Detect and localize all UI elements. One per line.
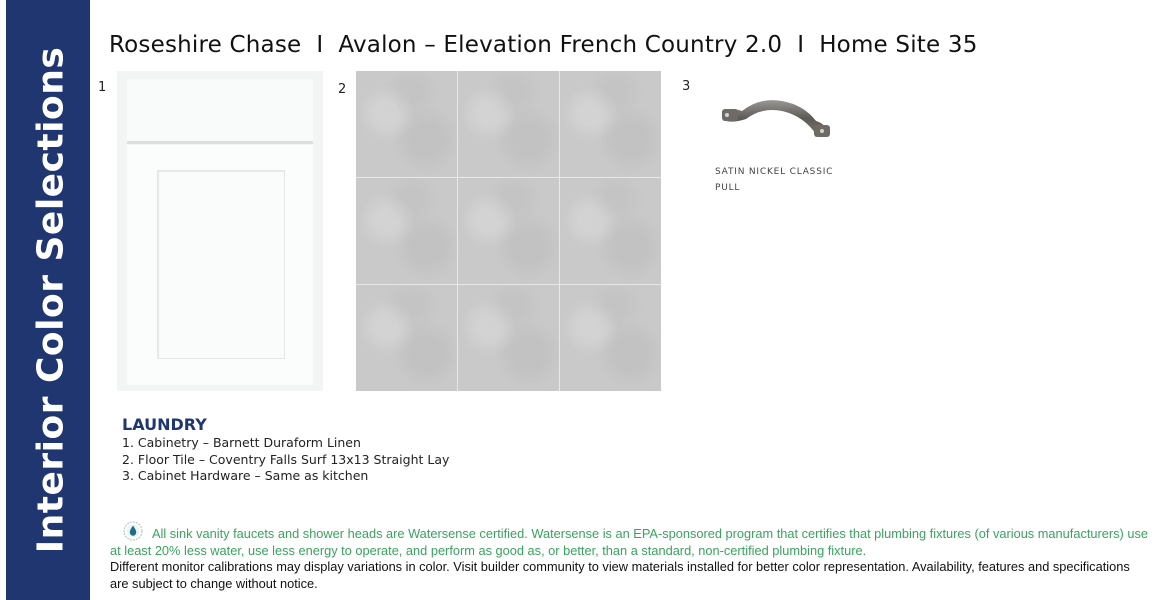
tile-cell: [356, 178, 457, 284]
tile-cell: [458, 285, 559, 391]
door-panel: [157, 170, 285, 359]
list-item: 3. Cabinet Hardware – Same as kitchen: [122, 468, 369, 483]
page-title: [109, 32, 978, 58]
tile-cell: [458, 71, 559, 177]
swatch-number-3: 3: [682, 79, 691, 94]
laundry-list: [122, 435, 449, 485]
tile-cell: [356, 71, 457, 177]
pull-caption: SATIN NICKEL CLASSIC PULL: [715, 167, 834, 193]
tile-cell: [560, 285, 661, 391]
list-item: 2. Floor Tile – Coventry Falls Surf 13x13 Straight Lay: [122, 451, 450, 467]
sidebar: [6, 0, 90, 600]
title-separator: I: [316, 32, 324, 58]
cabinet-door-swatch: [117, 71, 323, 391]
disclaimer: Different monitor calibrations may display variations in color. Visit builder community to view materials installed for better color representation. Availability, features and specifications are subject to change without notice.: [110, 559, 1130, 591]
sidebar-title: Interior Color Selections: [30, 46, 72, 554]
list-item: 1. Cabinetry – Barnett Duraform Linen: [122, 435, 361, 450]
door-frame: [127, 145, 313, 385]
watersense-note: All sink vanity faucets and shower heads are Watersense certified. Watersense is an EPA-sponsored program that certifies that plumbing fixtures (of various manufacturers) use at least 20% less water, use less energy to operate, and perform as good as, or better, than a standard, non-certified plumbing fixture.: [110, 526, 1149, 558]
swatch-number-1: 1: [98, 80, 107, 95]
title-separator: I: [797, 32, 805, 58]
tile-cell: [356, 285, 457, 391]
cabinet-pull-icon: [720, 95, 835, 145]
community-name: Roseshire Chase: [109, 32, 302, 58]
tile-cell: [458, 178, 559, 284]
swatch-number-2: 2: [338, 82, 347, 97]
plan-name: Avalon – Elevation French Country 2.0: [338, 32, 783, 58]
tile-cell: [560, 178, 661, 284]
drawer-front: [127, 79, 313, 144]
floor-tile-swatch: [356, 71, 661, 391]
tile-cell: [560, 71, 661, 177]
laundry-heading: LAUNDRY: [122, 415, 207, 434]
home-site: Home Site 35: [819, 32, 978, 58]
